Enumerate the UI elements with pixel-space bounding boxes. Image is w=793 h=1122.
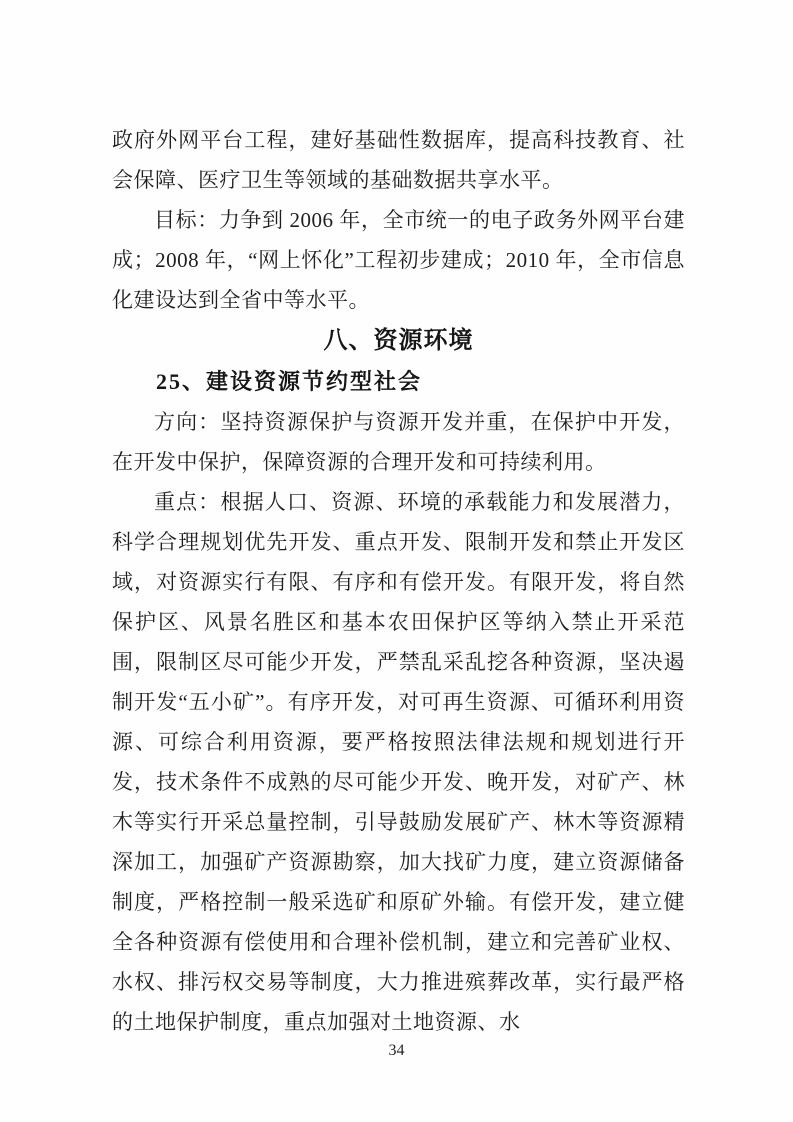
page-number: 34: [388, 1042, 405, 1059]
paragraph-focus: 重点：根据人口、资源、环境的承载能力和发展潜力，科学合理规划优先开发、重点开发、限制开发和禁止开发区域，对资源实行有限、有序和有偿开发。有限开发，将自然保护区、风景名胜区和基本农田保护区等纳入禁止开采范围，限制区尽可能少开发，严禁乱采乱挖各种资源，坚决遏制开发“五小矿”。有序开发，对可再生资源、可循环利用资源、可综合利用资源，要严格按照法律法规和规划进行开发，技术条件不成熟的尽可能少开发、晚开发，对矿产、林木等实行开采总量控制，引导鼓励发展矿产、林木等资源精深加工，加强矿产资源勘察，加大找矿力度，建立资源储备制度，严格控制一般采选矿和原矿外输。有偿开发，建立健全各种资源有偿使用和合理补偿机制，建立和完善矿业权、水权、排污权交易等制度，大力推进殡葬改革，实行最严格的土地保护制度，重点加强对土地资源、水: [112, 490, 685, 1034]
page-content: [112, 120, 685, 1042]
section-heading: 八、资源环境: [323, 327, 474, 354]
paragraph-continuation: 政府外网平台工程，建好基础性数据库，提高科技教育、社会保障、医疗卫生等领域的基础数据共享水平。: [112, 128, 685, 192]
paragraph-direction: 方向：坚持资源保护与资源开发并重，在保护中开发，在开发中保护，保障资源的合理开发和可持续利用。: [112, 410, 685, 474]
subsection-heading: 25、建设资源节约型社会: [156, 369, 423, 394]
paragraph-goal: 目标：力争到 2006 年，全市统一的电子政务外网平台建成；2008 年，“网上怀化”工程初步建成；2010 年，全市信息化建设达到全省中等水平。: [112, 208, 685, 312]
